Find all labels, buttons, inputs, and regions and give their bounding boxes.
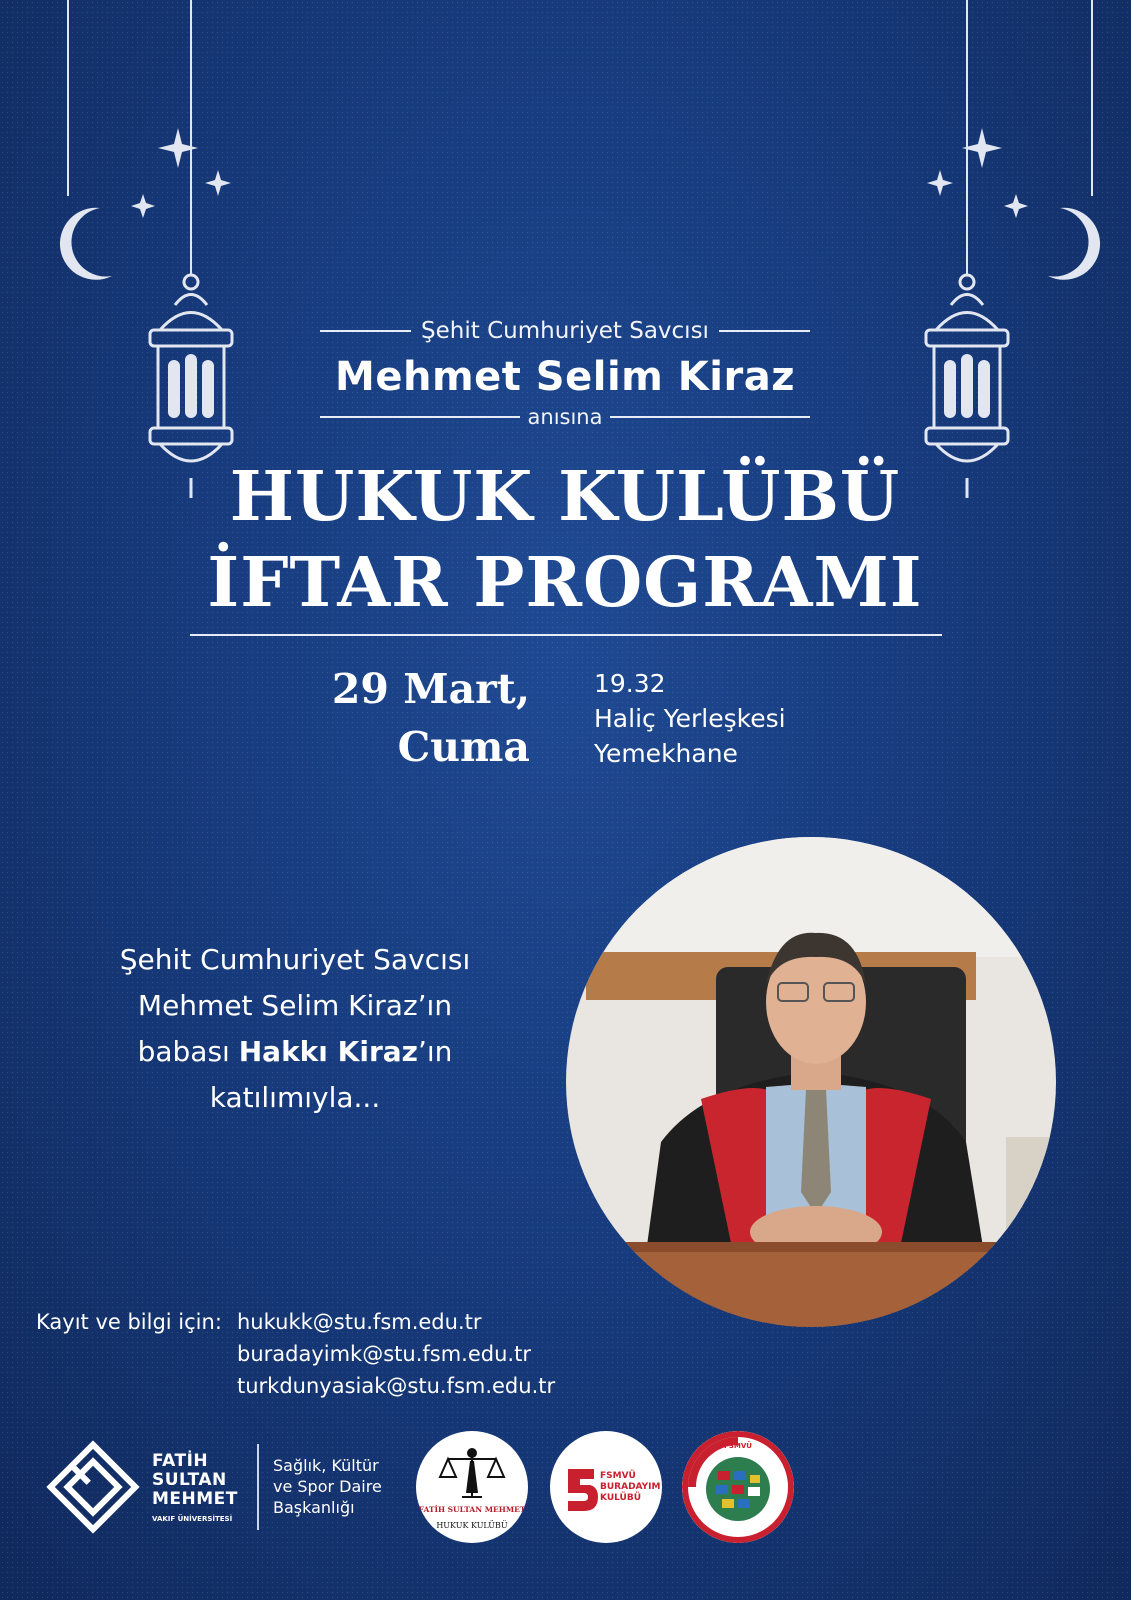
sparkle-star-icon [1004, 194, 1028, 218]
announcement-line3-pre: babası [137, 1035, 239, 1068]
contact-email[interactable]: buradayimk@stu.fsm.edu.tr [237, 1342, 531, 1366]
university-name-line3: MEHMET [152, 1489, 238, 1509]
crescent-moon-icon [60, 208, 112, 280]
event-date [300, 660, 530, 776]
sparkle-star-icon [927, 170, 953, 196]
department-name [273, 1455, 382, 1518]
dedication-prefix-row [320, 318, 810, 344]
announcement-line3-post: ’ın [417, 1035, 453, 1068]
buradayim-badge-line2: BURADAYIM [600, 1482, 661, 1492]
guest-announcement [75, 937, 515, 1121]
dedication-suffix: anısına [527, 405, 603, 429]
sparkle-star-icon [131, 194, 155, 218]
buradayim-club-badge [550, 1431, 662, 1543]
dedication-suffix-row [320, 405, 810, 429]
event-time: 19.32 [594, 669, 666, 698]
lantern-window [944, 354, 990, 418]
guest-name: Hakkı Kiraz [238, 1035, 418, 1068]
buradayim-badge-line3: KULÜBÜ [600, 1493, 642, 1503]
buradayim-badge-line1: FSMVÜ [600, 1471, 636, 1481]
contact-info [36, 1306, 555, 1402]
university-name-line2: SULTAN [152, 1470, 227, 1490]
footer-divider [257, 1444, 259, 1530]
event-title-line2: İFTAR PROGRAMI [207, 543, 923, 623]
announcement-line4: katılımıyla... [209, 1081, 381, 1114]
university-subtitle: VAKIF ÜNİVERSİTESİ [152, 1515, 233, 1523]
event-date-line2: Cuma [397, 723, 530, 771]
portrait-illustration [566, 837, 1056, 1327]
event-venue-line1: Haliç Yerleşkesi [594, 704, 786, 733]
announcement-line1: Şehit Cumhuriyet Savcısı [119, 943, 471, 976]
announcement-line2: Mehmet Selim Kiraz’ın [137, 989, 453, 1022]
lantern-window [168, 354, 214, 418]
hukuk-badge-top-text: FATİH SULTAN MEHMET [418, 1505, 526, 1514]
honoree-name: Mehmet Selim Kiraz [335, 354, 795, 400]
department-line1: Sağlık, Kültür [273, 1456, 379, 1475]
crescent-moon-icon [1048, 208, 1100, 280]
department-line2: ve Spor Daire [273, 1477, 382, 1496]
event-title-line1: HUKUK KULÜBÜ [229, 457, 901, 537]
tdak-badge-top-text: FSMVÜ [724, 1442, 752, 1450]
event-venue-line2: Yemekhane [594, 739, 738, 768]
university-name-line1: FATİH [152, 1451, 209, 1471]
buradayim-badge-text [600, 1471, 660, 1504]
contact-email[interactable]: hukukk@stu.fsm.edu.tr [237, 1310, 482, 1334]
divider [320, 416, 520, 418]
event-date-line1: 29 Mart, [331, 665, 530, 713]
portrait-photo [566, 837, 1056, 1327]
university-name [152, 1452, 238, 1509]
hukuk-badge-bottom-text: HUKUK KULÜBÜ [436, 1521, 508, 1530]
turk-dunyasi-club-badge [682, 1431, 794, 1543]
contact-label: Kayıt ve bilgi için: [36, 1310, 222, 1334]
sparkle-star-icon [205, 170, 231, 196]
department-line3: Başkanlığı [273, 1498, 355, 1517]
announcement-line3 [75, 1029, 515, 1075]
divider [320, 330, 411, 332]
event-details [594, 666, 786, 771]
title-divider [190, 634, 942, 636]
contact-row [36, 1306, 555, 1338]
hukuk-club-badge [416, 1431, 528, 1543]
dedication-prefix: Şehit Cumhuriyet Savcısı [421, 318, 709, 344]
contact-email[interactable]: turkdunyasiak@stu.fsm.edu.tr [237, 1374, 556, 1398]
divider [719, 330, 810, 332]
divider [610, 416, 810, 418]
